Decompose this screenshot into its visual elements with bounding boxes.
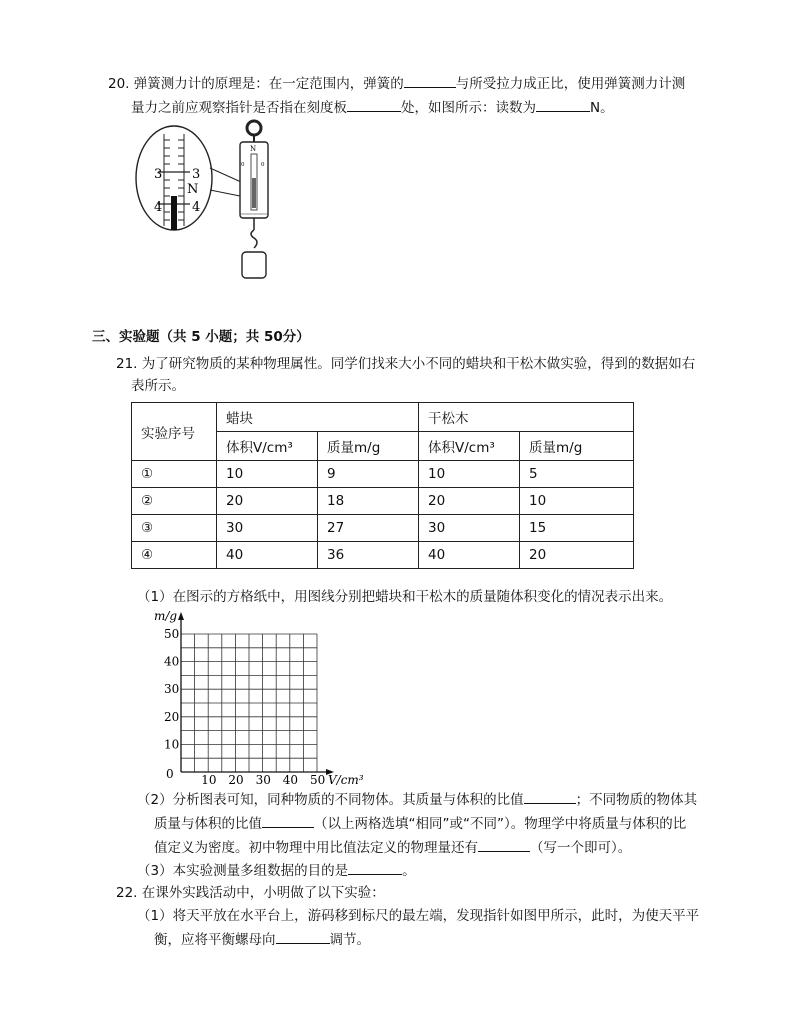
q20-blank-1[interactable] (404, 73, 456, 88)
indicator-bar (171, 196, 177, 230)
y-tick-label: 20 (164, 709, 180, 724)
q21-line1: 21. 为了研究物质的某种物理属性。同学们找来大小不同的蜡块和干松木做实验，得到的数据如右 (116, 356, 696, 372)
table-row (132, 542, 634, 569)
col-wax-mass: 质量m/g (318, 432, 419, 461)
q21-sub2-line3: 值定义为密度。初中物理中用比值法定义的物理量还有 （写一个即可）。 (154, 837, 631, 858)
x-tick-labels (201, 773, 325, 787)
table-header-row (132, 403, 634, 432)
cell-pine-volume: 10 (419, 461, 520, 488)
x-tick-label: 50 (310, 773, 326, 787)
y-tick-label: 30 (164, 682, 180, 697)
cell-wax-volume: 10 (217, 461, 318, 488)
table-group-pine: 干松木 (419, 403, 634, 432)
x-tick-label: 10 (201, 773, 217, 787)
table-corner-header: 实验序号 (132, 403, 217, 461)
cell-wax-mass: 27 (318, 515, 419, 542)
scale-ticks-left: 0 (241, 162, 245, 168)
scale-label-3-right: 3 (192, 167, 201, 182)
q20-line2: 量力之前应观察指针是否指在刻度板 处，如图所示：读数为 N。 (131, 97, 614, 118)
q22-line1: 22. 在课外实践活动中，小明做了以下实验： (116, 885, 385, 901)
scale-body-unit: N (250, 145, 257, 153)
scale-label-3-left: 3 (154, 167, 163, 182)
col-pine-mass: 质量m/g (520, 432, 634, 461)
row-id: ③ (132, 515, 217, 542)
cell-wax-mass: 18 (318, 488, 419, 515)
x-tick-label: 30 (255, 773, 271, 787)
table-row (132, 515, 634, 542)
y-tick-label: 40 (164, 654, 180, 669)
scale-ring (247, 121, 261, 135)
cell-wax-mass: 36 (318, 542, 419, 569)
cell-pine-volume: 40 (419, 542, 520, 569)
row-id: ① (132, 461, 217, 488)
q21-sub2-line1: （2）分析图表可知，同种物质的不同物体。其质量与体积的比值 ；不同物质的物体其 (137, 789, 697, 810)
experiment-data-table (131, 402, 634, 569)
q21-sub2-line2: 质量与体积的比值 （以上两格选填“相同”或“不同”）。物理学中将质量与体积的比 (154, 813, 686, 834)
x-axis-label: V/cm³ (328, 773, 364, 787)
y-tick-label: 10 (164, 737, 180, 752)
y-tick-labels (164, 627, 179, 751)
col-wax-volume: 体积V/cm³ (217, 432, 318, 461)
col-pine-volume: 体积V/cm³ (419, 432, 520, 461)
q20-line1: 20. 弹簧测力计的原理是：在一定范围内，弹簧的 与所受拉力成正比，使用弹簧测力计测 (108, 73, 685, 94)
x-tick-label: 40 (282, 773, 299, 787)
y-tick-label: 50 (164, 627, 180, 641)
x-tick-label: 20 (228, 773, 244, 787)
cell-wax-volume: 30 (217, 515, 318, 542)
y-axis-arrow (178, 612, 184, 620)
q21-blank-4[interactable] (348, 860, 402, 875)
grid-lines (181, 634, 317, 772)
scale-label-4-right: 4 (192, 200, 201, 215)
cell-pine-volume: 20 (419, 488, 520, 515)
scale-label-4-left: 4 (154, 200, 163, 215)
q22-blank-1[interactable] (276, 929, 330, 944)
cell-pine-mass: 5 (520, 461, 634, 488)
scale-weight (242, 252, 266, 278)
table-row (132, 461, 634, 488)
cell-pine-mass: 20 (520, 542, 634, 569)
cell-pine-mass: 15 (520, 515, 634, 542)
q22-sub1-line2: 衡，应将平衡螺母向 调节。 (154, 929, 370, 950)
row-id: ④ (132, 542, 217, 569)
grid-paper[interactable] (150, 606, 370, 788)
table-group-wax: 蜡块 (217, 403, 419, 432)
q20-blank-2[interactable] (347, 97, 401, 112)
table-row (132, 488, 634, 515)
cell-pine-volume: 30 (419, 515, 520, 542)
cell-wax-mass: 9 (318, 461, 419, 488)
q21-blank-1[interactable] (524, 789, 576, 804)
y-axis-label: m/g (154, 609, 178, 623)
spring-scale-figure (130, 118, 290, 284)
cell-wax-volume: 40 (217, 542, 318, 569)
svg-text:0: 0 (261, 162, 265, 168)
q21-blank-3[interactable] (478, 837, 530, 852)
q21-sub3: （3）本实验测量多组数据的目的是 。 (137, 860, 416, 881)
q20-blank-3[interactable] (536, 97, 590, 112)
q21-blank-2[interactable] (262, 813, 314, 828)
cell-wax-volume: 20 (217, 488, 318, 515)
origin-label: 0 (166, 767, 174, 781)
scale-hook (251, 230, 257, 248)
scale-unit-n: N (187, 182, 199, 197)
cell-pine-mass: 10 (520, 488, 634, 515)
scale-spring (252, 178, 256, 208)
q21-line2: 表所示。 (131, 378, 185, 394)
row-id: ② (132, 488, 217, 515)
section-3-title: 三、实验题（共 5 小题；共 50分） (92, 329, 310, 345)
q22-sub1-line1: （1）将天平放在水平台上，游码移到标尺的最左端，发现指针如图甲所示，此时，为使天平平 (137, 908, 700, 924)
q21-sub1: （1）在图示的方格纸中，用图线分别把蜡块和干松木的质量随体积变化的情况表示出来。 (137, 589, 673, 605)
